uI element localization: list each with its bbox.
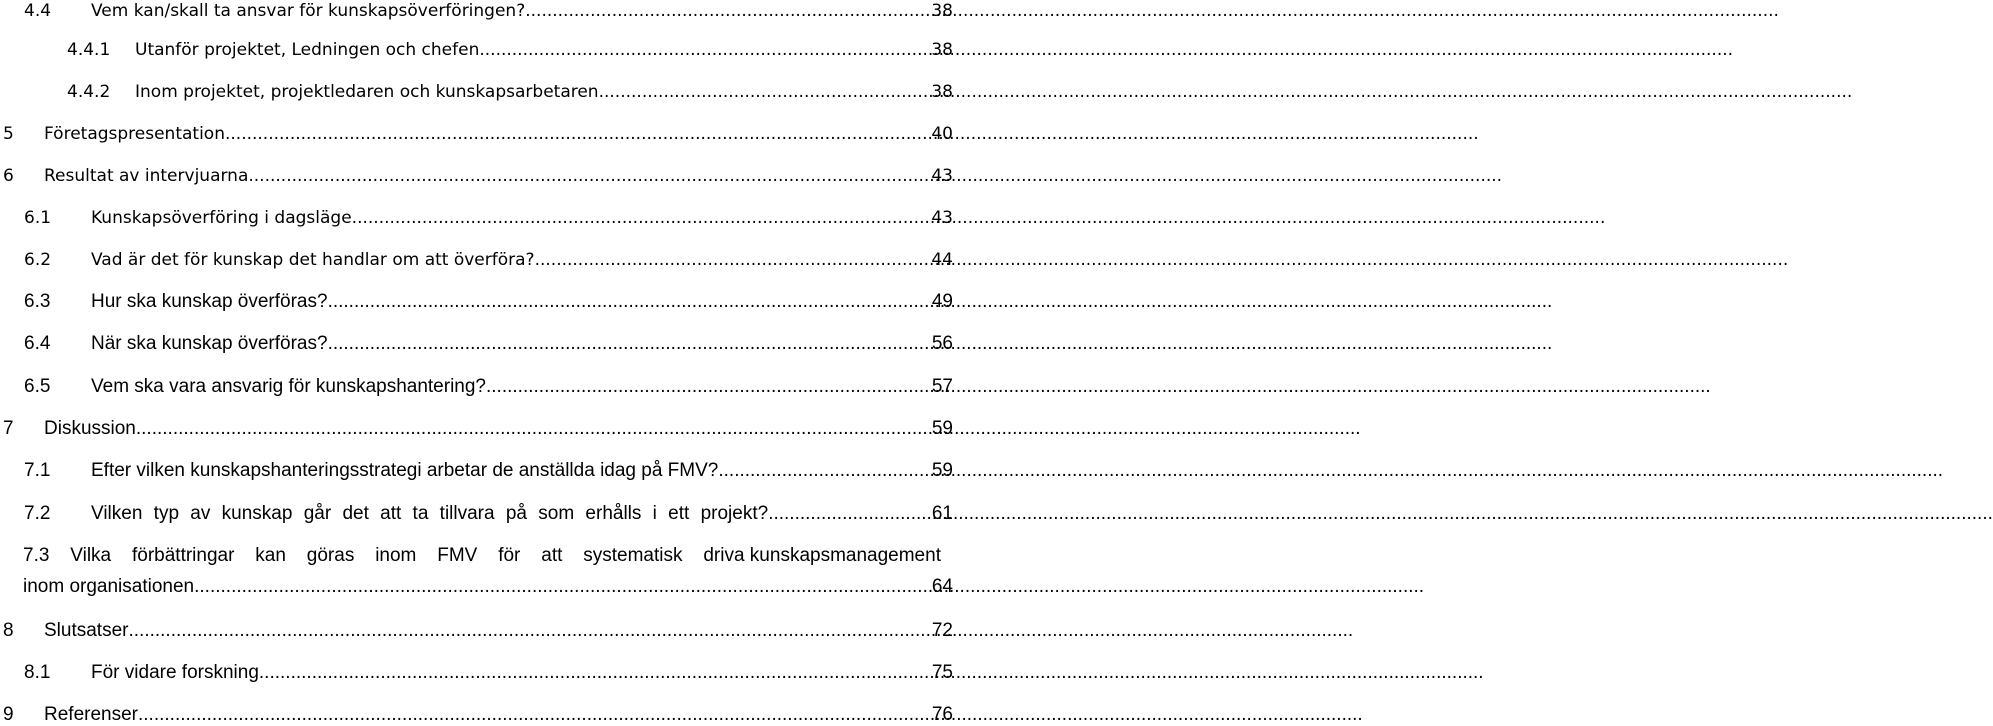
toc-entry-page: 72 — [931, 620, 953, 641]
toc-entry-number: 7.2 — [24, 503, 51, 524]
toc-word: göras — [306, 545, 355, 566]
toc-entry-number: 7.1 — [24, 460, 51, 481]
toc-entry-4-4-2[interactable] — [67, 81, 953, 103]
toc-entry-page: 43 — [931, 208, 953, 228]
toc-entry-page: 38 — [931, 82, 953, 102]
toc-entry-number: 4.4.2 — [67, 82, 111, 102]
toc-entry-page: 76 — [931, 704, 953, 725]
toc-entry-number: 6.3 — [24, 291, 51, 312]
toc-dot-leader — [328, 333, 931, 355]
toc-entry-title: När ska kunskap överföras? — [91, 333, 328, 354]
toc-entry-6[interactable] — [3, 165, 953, 187]
toc-entry-title: Resultat av intervjuarna — [44, 166, 249, 186]
toc-entry-title: Vem kan/skall ta ansvar för kunskapsöverföringen? — [91, 1, 526, 21]
toc-entry-title: Utanför projektet, Ledningen och chefen — [135, 40, 480, 60]
toc-dot-leader — [718, 460, 931, 482]
toc-entry-page: 38 — [931, 1, 953, 21]
toc-entry-4-4-1[interactable] — [67, 39, 953, 61]
toc-entry-7-1[interactable] — [24, 460, 953, 482]
toc-entry-7-3[interactable] — [23, 545, 953, 598]
toc-entry-page: 59 — [931, 418, 953, 439]
toc-dot-leader — [328, 291, 931, 313]
toc-entry-8-1[interactable] — [24, 662, 953, 684]
toc-word: Vilka — [70, 545, 112, 566]
toc-entry-title-line1 — [23, 545, 953, 567]
toc-entry-9[interactable] — [3, 704, 953, 726]
toc-entry-6-4[interactable] — [24, 333, 953, 355]
toc-entry-title: Efter vilken kunskapshanteringsstrategi arbetar de anställda idag på FMV? — [91, 460, 719, 481]
toc-dot-leader — [352, 207, 931, 229]
toc-entry-8[interactable] — [3, 620, 953, 642]
toc-word: inom — [375, 545, 417, 566]
toc-entry-page: 64 — [931, 576, 953, 597]
toc-dot-leader — [486, 376, 931, 398]
toc-entry-number: 4.4 — [24, 1, 52, 21]
toc-entry-page: 43 — [931, 166, 953, 186]
toc-entry-number: 6.4 — [24, 333, 51, 354]
toc-entry-6-2[interactable] — [24, 249, 953, 271]
toc-entry-title: Vem ska vara ansvarig för kunskapshantering? — [91, 376, 486, 397]
toc-entry-5[interactable] — [3, 123, 953, 145]
toc-dot-leader — [136, 418, 931, 440]
toc-entry-title: Inom projektet, projektledaren och kunskapsarbetaren — [135, 82, 599, 102]
toc-entry-title: För vidare forskning — [91, 662, 259, 683]
toc-entry-title: Kunskapsöverföring i dagsläge — [91, 208, 352, 228]
toc-entry-title: Referenser — [44, 704, 138, 725]
toc-dot-leader — [225, 123, 930, 145]
toc-entry-number: 8.1 — [24, 662, 51, 683]
toc-entry-title: Hur ska kunskap överföras? — [91, 291, 328, 312]
toc-entry-page: 40 — [931, 124, 953, 144]
toc-entry-page: 61 — [931, 503, 953, 524]
toc-entry-page: 56 — [931, 333, 953, 354]
toc-entry-6-1[interactable] — [24, 207, 953, 229]
toc-entry-title: Företagspresentation — [44, 124, 225, 144]
toc-entry-title: Vad är det för kunskap det handlar om att överföra? — [91, 250, 535, 270]
toc-entry-7-2[interactable] — [24, 503, 953, 525]
toc-entry-number: 7 — [3, 418, 14, 439]
toc-word: driva kunskapsmanagement — [703, 545, 941, 566]
toc-dot-leader — [248, 165, 930, 187]
toc-word: systematisk — [583, 545, 683, 566]
toc-word: FMV — [437, 545, 478, 566]
toc-entry-title-line2 — [23, 576, 953, 598]
toc-dot-leader — [199, 576, 930, 598]
toc-entry-title: Diskussion — [44, 418, 136, 439]
toc-entry-number: 9 — [3, 704, 14, 725]
toc-entry-number: 6.1 — [24, 208, 52, 228]
toc-entry-page: 57 — [931, 376, 953, 397]
toc-entry-number: 4.4.1 — [67, 40, 111, 60]
toc-word: att — [541, 545, 563, 566]
toc-entry-title: Slutsatser — [44, 620, 129, 641]
toc-dot-leader — [599, 81, 931, 103]
toc-entry-page: 59 — [931, 460, 953, 481]
toc-entry-4-4[interactable] — [24, 0, 953, 22]
table-of-contents — [0, 0, 960, 723]
toc-entry-title: inom organisationen. — [23, 576, 200, 597]
toc-dot-leader — [128, 620, 930, 642]
toc-dot-leader — [525, 0, 930, 22]
toc-entry-6-5[interactable] — [24, 376, 953, 398]
toc-entry-7[interactable] — [3, 418, 953, 440]
toc-entry-number: 6.2 — [24, 250, 52, 270]
toc-word: kan — [255, 545, 286, 566]
toc-dot-leader — [138, 704, 931, 726]
toc-entry-title: Vilken typ av kunskap går det att ta tillvara på som erhålls i ett projekt? — [91, 503, 769, 524]
toc-entry-page: 75 — [931, 662, 953, 683]
toc-dot-leader — [768, 503, 931, 525]
toc-entry-page: 38 — [931, 40, 953, 60]
toc-dot-leader — [535, 249, 931, 271]
toc-dot-leader — [479, 39, 930, 61]
toc-entry-page: 44 — [931, 250, 953, 270]
toc-dot-leader — [259, 662, 931, 684]
toc-entry-number: 7.3 — [23, 545, 50, 566]
toc-entry-number: 8 — [3, 620, 14, 641]
toc-entry-page: 49 — [931, 291, 953, 312]
toc-entry-6-3[interactable] — [24, 291, 953, 313]
toc-word: förbättringar — [131, 545, 235, 566]
toc-word: för — [498, 545, 521, 566]
toc-entry-number: 5 — [3, 124, 14, 144]
toc-entry-number: 6.5 — [24, 376, 51, 397]
toc-entry-number: 6 — [3, 166, 14, 186]
